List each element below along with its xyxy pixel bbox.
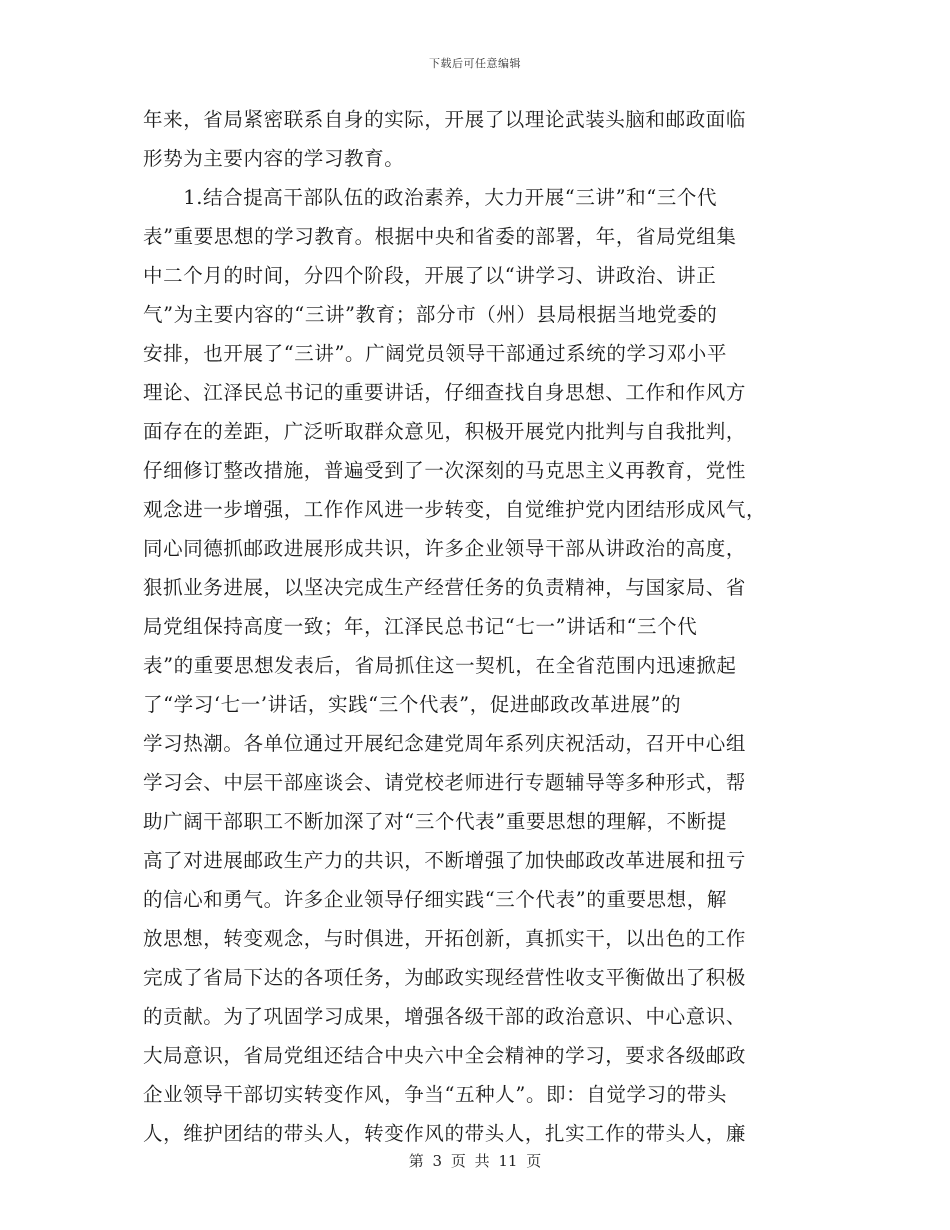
text-line: 局党组保持高度一致；年，江泽民总书记“七一”讲话和“三个代 bbox=[143, 615, 698, 638]
text-line: 年来，省局紧密联系自身的实际，开展了以理论武装头脑和邮政面临 bbox=[143, 108, 747, 131]
text-line: 表”重要思想的学习教育。根据中央和省委的部署，年，省局党组集 bbox=[143, 225, 737, 248]
text-line: 表”的重要思想发表后，省局抓住这一契机，在全省范围内迅速掀起 bbox=[143, 654, 737, 677]
text-line: 学习热潮。各单位通过开展纪念建党周年系列庆祝活动，召开中心组 bbox=[143, 732, 747, 755]
text-line: 形势为主要内容的学习教育。 bbox=[143, 147, 405, 170]
text-line: 面存在的差距，广泛听取群众意见，积极开展党内批判与自我批判， bbox=[143, 420, 747, 443]
text-line: 大局意识，省局党组还结合中央六中全会精神的学习，要求各级邮政 bbox=[143, 1044, 747, 1067]
text-line: 中二个月的时间，分四个阶段，开展了以“讲学习、讲政治、讲正 bbox=[143, 264, 717, 287]
text-line: 同心同德抓邮政进展形成共识，许多企业领导干部从讲政治的高度， bbox=[143, 537, 747, 560]
text-line: 的信心和勇气。许多企业领导仔细实践“三个代表”的重要思想，解 bbox=[143, 888, 727, 911]
text-line: 安排，也开展了“三讲”。广阔党员领导干部通过系统的学习邓小平 bbox=[143, 342, 727, 365]
text-line: 气”为主要内容的“三讲”教育；部分市（州）县局根据当地党委的 bbox=[143, 303, 718, 326]
text-line: 观念进一步增强，工作作风进一步转变，自觉维护党内团结形成风气， bbox=[143, 498, 767, 521]
text-line: 的贡献。为了巩固学习成果，增强各级干部的政治意识、中心意识、 bbox=[143, 1005, 747, 1028]
text-line: 完成了省局下达的各项任务，为邮政实现经营性收支平衡做出了积极 bbox=[143, 966, 747, 989]
text-line: 理论、江泽民总书记的重要讲话，仔细查找自身思想、工作和作风方 bbox=[143, 381, 747, 404]
document-body bbox=[143, 100, 813, 1153]
text-line: 了“学习‘七一’讲话，实践“三个代表”，促进邮政改革进展”的 bbox=[143, 693, 682, 716]
text-line: 仔细修订整改措施，普遍受到了一次深刻的马克思主义再教育，党性 bbox=[143, 459, 747, 482]
text-line: 学习会、中层干部座谈会、请党校老师进行专题辅导等多种形式，帮 bbox=[143, 771, 747, 794]
page-number-footer: 第 3 页 共 11 页 bbox=[408, 1152, 542, 1170]
text-line: 狠抓业务进展，以坚决完成生产经营任务的负责精神，与国家局、省 bbox=[143, 576, 747, 599]
text-line: 放思想，转变观念，与时俱进，开拓创新，真抓实干，以出色的工作 bbox=[143, 927, 747, 950]
text-line: 助广阔干部职工不断加深了对“三个代表”重要思想的理解，不断提 bbox=[143, 810, 727, 833]
header-note: 下载后可任意编辑 bbox=[429, 57, 521, 70]
text-line: 1.结合提高干部队伍的政治素养，大力开展“三讲”和“三个代 bbox=[143, 186, 718, 209]
text-line: 高了对进展邮政生产力的共识，不断增强了加快邮政改革进展和扭亏 bbox=[143, 849, 747, 872]
text-line: 企业领导干部切实转变作风，争当“五种人”。即：自觉学习的带头 bbox=[143, 1083, 727, 1106]
text-line: 人，维护团结的带头人，转变作风的带头人，扎实工作的带头人，廉 bbox=[143, 1122, 747, 1145]
